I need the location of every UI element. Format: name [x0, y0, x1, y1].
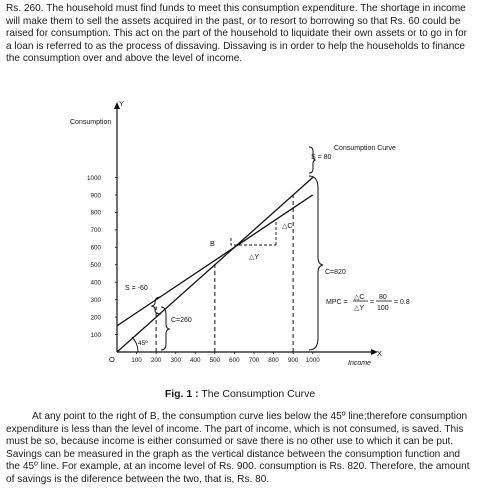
angle-label: 45º — [138, 340, 148, 347]
chart-axes — [114, 102, 378, 355]
delta-c-label: △C — [282, 223, 293, 230]
x-tick-label: 700 — [248, 357, 260, 364]
y-tick-label: 100 — [90, 331, 101, 339]
series-label-consumption-curve: Consumption Curve — [334, 145, 396, 152]
mpc-label: MPC = — [326, 299, 348, 306]
y-tick-label: 200 — [90, 314, 101, 322]
chart-guides — [156, 195, 293, 352]
y-tick-label: 900 — [90, 192, 101, 200]
mpc-val-den: 100 — [377, 305, 389, 312]
x-tick-label: 800 — [268, 357, 279, 364]
intro-paragraph: Rs. 260. The household must find funds to meet this consumption expenditure. The shortage in income will make them to sell the assets acquired in the past, or to resort to borrowing so that Rs. 60 could be raised for consumption. This act on the part of the household to liquidate their own assets or to go in for a loan is referred to as the process of dissaving. Dissaving is in order to help the households to finance the consumption over and above the level of income. — [6, 3, 468, 65]
y-tick-label: 700 — [90, 227, 101, 235]
mpc-den: △Y — [354, 305, 365, 312]
brace-c-820 — [309, 176, 323, 350]
y-tick-label: 500 — [90, 262, 101, 270]
explanation-paragraph: At any point to the right of B, the consumption curve lies below the 45º line;therefore consumption expenditure is less than the level of income. The part of income, which is not consumed, is saved. This must be so, because income is either consumed or save there is no other use to which it can be put. Savings can be measured in the graph as the vertical distance between the consumption function and the 45º line. For example, at an income level of Rs. 900. consumption is Rs. 820. Therefore, the amount of savings is the diference between the two, that is, Rs. 80. — [6, 411, 470, 485]
x-tick-label: 900 — [287, 357, 299, 364]
y-axis-letter: Y — [119, 99, 125, 108]
x-tick-label: 100 — [131, 357, 142, 364]
x-axis-label: Income — [348, 360, 371, 367]
figure-caption — [0, 388, 480, 400]
chart-labels — [70, 99, 410, 367]
x-tick-label: 200 — [150, 357, 162, 364]
x-axis-letter: X — [377, 349, 383, 358]
point-b-label: B — [210, 241, 215, 248]
s-left-label: S = -60 — [125, 285, 148, 292]
caption-label: Fig. 1 : — [164, 388, 199, 400]
mpc-result: = 0.8 — [394, 299, 410, 306]
mpc-num: △C — [354, 294, 365, 301]
y-tick-label: 300 — [90, 296, 101, 304]
x-tick-label: 1000 — [305, 357, 320, 364]
x-tick-label: 400 — [190, 357, 201, 364]
mpc-eq: = — [370, 299, 375, 306]
y-tick-label: 800 — [90, 209, 101, 217]
delta-y-label: △Y — [249, 254, 260, 261]
y-tick-label: 400 — [90, 279, 101, 287]
caption-text: The Consumption Curve — [198, 388, 316, 400]
y-axis-label: Consumption — [70, 119, 112, 126]
x-tick-label: 500 — [209, 357, 221, 364]
brace-c-260 — [161, 307, 169, 350]
chart-ticks — [87, 175, 320, 364]
s-right-label: S = 80 — [311, 154, 332, 161]
mpc-val-num: 80 — [379, 294, 387, 301]
y-tick-label: 1000 — [86, 174, 101, 182]
origin-label: O — [109, 355, 115, 364]
x-tick-label: 600 — [229, 357, 240, 364]
x-tick-label: 300 — [170, 357, 181, 364]
y-tick-label: 600 — [90, 244, 101, 252]
c-820-label: C=820 — [325, 269, 346, 276]
c-260-label: C=260 — [171, 317, 192, 324]
